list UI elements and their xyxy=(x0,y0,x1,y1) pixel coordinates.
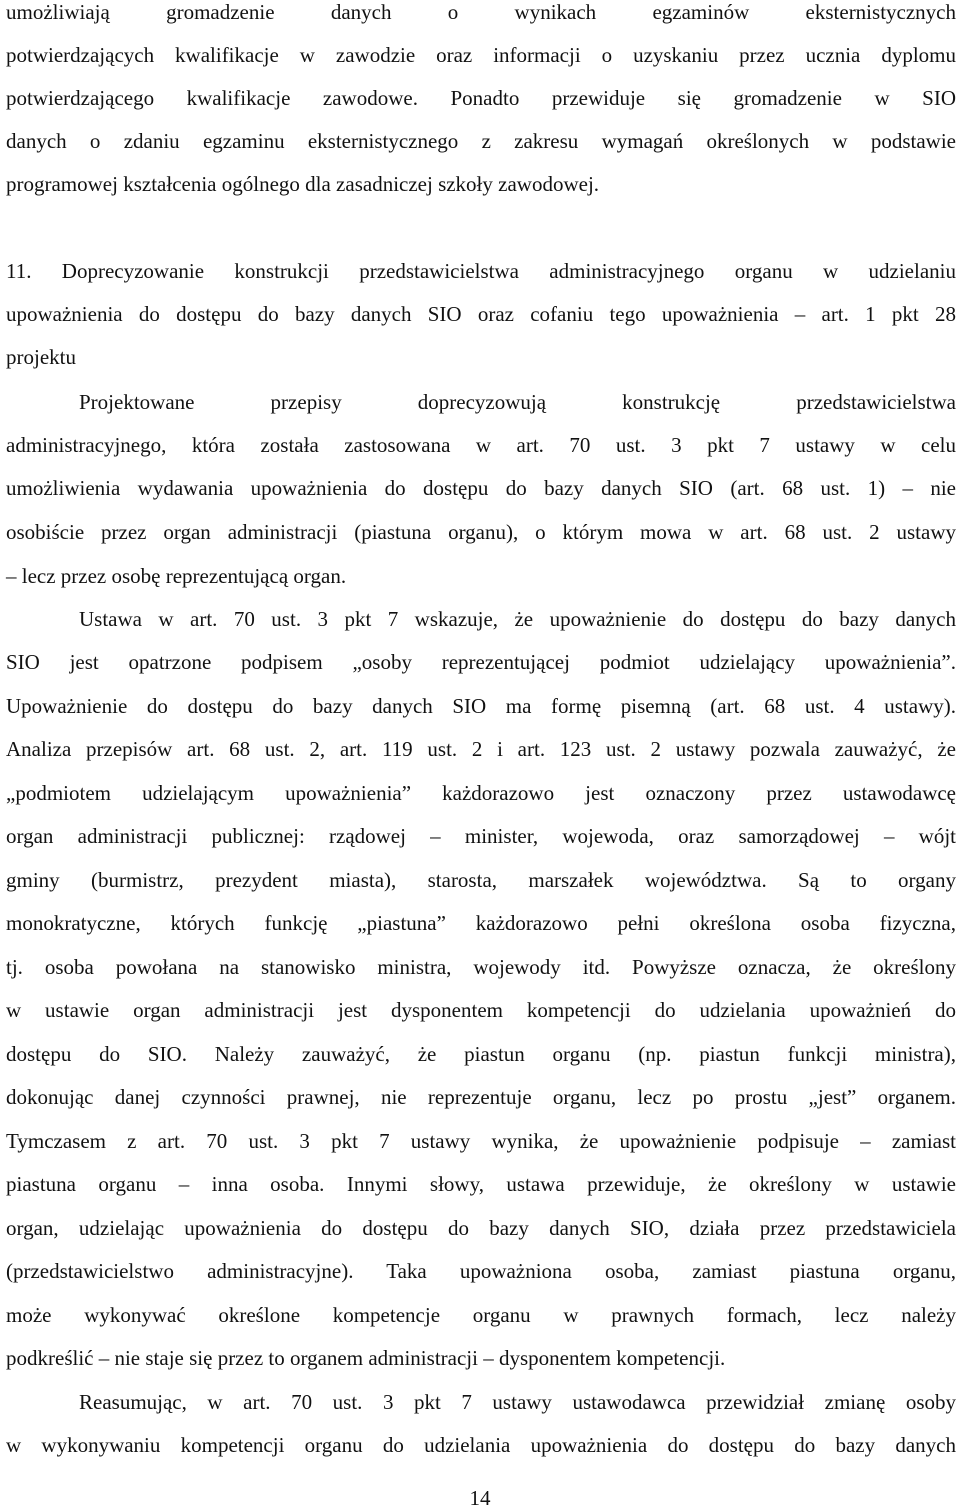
page-number: 14 xyxy=(469,1486,491,1510)
text-line: „podmiotem udzielającym upoważnienia” każdorazowo jest oznaczony przez ustawodawcę xyxy=(6,781,956,805)
text-line: Ustawa w art. 70 ust. 3 pkt 7 wskazuje, że upoważnienie do dostępu do bazy danych xyxy=(79,607,956,631)
text-line: programowej kształcenia ogólnego dla zasadniczej szkoły zawodowej. xyxy=(6,172,600,196)
text-line: SIO jest opatrzone podpisem „osoby reprezentującej podmiot udzielający upoważnienia”. xyxy=(6,650,956,674)
text-line: Upoważnienie do dostępu do bazy danych SIO ma formę pisemną (art. 68 ust. 4 ustawy). xyxy=(6,694,956,718)
text-line: potwierdzającego kwalifikacje zawodowe. Ponadto przewiduje się gromadzenie w SIO xyxy=(6,86,956,110)
text-line: organ, udzielając upoważnienia do dostępu do bazy danych SIO, działa przez przedstawiciela xyxy=(6,1216,956,1240)
text-line: danych o zdaniu egzaminu eksternistycznego z zakresu wymagań określonych w podstawie xyxy=(6,129,956,153)
section-heading-line: upoważnienia do dostępu do bazy danych SIO oraz cofaniu tego upoważnienia – art. 1 pkt 28 xyxy=(6,302,956,326)
section-heading-line: 11. Doprecyzowanie konstrukcji przedstawicielstwa administracyjnego organu w udzielaniu xyxy=(6,259,956,283)
text-line: piastuna organu – inna osoba. Innymi słowy, ustawa przewiduje, że określony w ustawie xyxy=(6,1172,956,1196)
text-line: Tymczasem z art. 70 ust. 3 pkt 7 ustawy wynika, że upoważnienie podpisuje – zamiast xyxy=(6,1129,956,1153)
text-line: umożliwiają gromadzenie danych o wynikach egzaminów eksternistycznych xyxy=(6,0,956,24)
text-line: w ustawie organ administracji jest dysponentem kompetencji do udzielania upoważnień do xyxy=(6,998,956,1022)
section-heading-line: projektu xyxy=(6,345,76,369)
text-line: Reasumując, w art. 70 ust. 3 pkt 7 ustawy ustawodawca przewidział zmianę osoby xyxy=(79,1390,956,1414)
text-line: może wykonywać określone kompetencje organu w prawnych formach, lecz należy xyxy=(6,1303,956,1327)
text-line: dokonując danej czynności prawnej, nie reprezentuje organu, lecz po prostu „jest” organem. xyxy=(6,1085,956,1109)
text-line: – lecz przez osobę reprezentującą organ. xyxy=(6,564,347,588)
text-line: organ administracji publicznej: rządowej – minister, wojewoda, oraz samorządowej – wójt xyxy=(6,824,956,848)
text-line: potwierdzających kwalifikacje w zawodzie oraz informacji o uzyskaniu przez ucznia dyplomu xyxy=(6,43,956,67)
text-line: gminy (burmistrz, prezydent miasta), starosta, marszałek województwa. Są to organy xyxy=(6,868,956,892)
text-line: w wykonywaniu kompetencji organu do udzielania upoważnienia do dostępu do bazy danych xyxy=(6,1433,956,1457)
text-line: osobiście przez organ administracji (piastuna organu), o którym mowa w art. 68 ust. 2 ustawy xyxy=(6,520,956,544)
text-line: podkreślić – nie staje się przez to organem administracji – dysponentem kompetencji. xyxy=(6,1346,726,1370)
text-line: Projektowane przepisy doprecyzowują konstrukcję przedstawicielstwa xyxy=(79,390,956,414)
text-line: administracyjnego, która została zastosowana w art. 70 ust. 3 pkt 7 ustawy w celu xyxy=(6,433,956,457)
text-line: dostępu do SIO. Należy zauważyć, że piastun organu (np. piastun funkcji ministra), xyxy=(6,1042,956,1066)
text-line: umożliwienia wydawania upoważnienia do dostępu do bazy danych SIO (art. 68 ust. 1) – nie xyxy=(6,476,956,500)
text-line: (przedstawicielstwo administracyjne). Taka upoważniona osoba, zamiast piastuna organu, xyxy=(6,1259,956,1283)
text-line: tj. osoba powołana na stanowisko ministra, wojewody itd. Powyższe oznacza, że określony xyxy=(6,955,956,979)
text-line: Analiza przepisów art. 68 ust. 2, art. 119 ust. 2 i art. 123 ust. 2 ustawy pozwala zauważyć, że xyxy=(6,737,956,761)
text-line: monokratyczne, których funkcję „piastuna” każdorazowo pełni określona osoba fizyczna, xyxy=(6,911,956,935)
